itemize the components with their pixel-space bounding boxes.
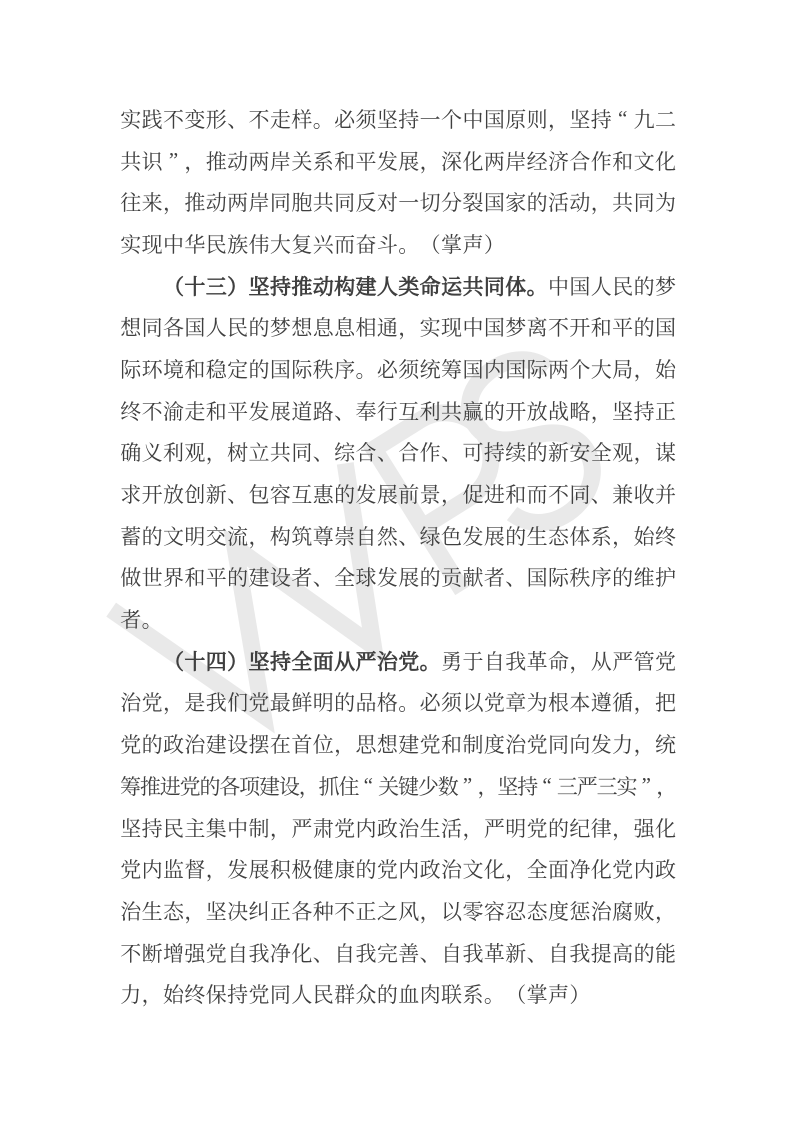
text-line: 治 党 ， 是 我 们 党 最 鲜 明 的 品 格 。 必 须 以 党 章 为 根 本 遵 循 ， 把 [120, 691, 676, 716]
text-line: 想 同 各 国 人 民 的 梦 想 息 息 相 通 ， 实 现 中 国 梦 离 不 开 和 平 的 国 [120, 316, 676, 341]
text-line: 党 的 政 治 建 设 摆 在 首 位 ， 思 想 建 党 和 制 度 治 党 同 向 发 力 ， 统 [120, 733, 676, 758]
text-line: 蓄 的 文 明 交 流 ， 构 筑 尊 崇 自 然 、 绿 色 发 展 的 生 态 体 系 ， 始 终 [120, 524, 676, 549]
text-line: 筹 推 进 党 的 各 项 建 设 ， 抓 住 “ 关 键 少 数 ” ， 坚 持 “ 三 严 三 实 ” ， [120, 773, 678, 799]
text-line: 求 开 放 创 新 、 包 容 互 惠 的 发 展 前 景 ， 促 进 和 而 不 同 、 兼 收 并 [120, 483, 676, 508]
paragraph [120, 640, 676, 1015]
text-line: 实 现 中 华 民 族 伟 大 复 兴 而 奋 斗 。 （ 掌 声 ） [120, 232, 505, 257]
text-line: 者 。 [120, 608, 163, 633]
paragraph [120, 265, 676, 640]
text-line: 不 断 增 强 党 自 我 净 化 、 自 我 完 善 、 自 我 革 新 、 自 我 提 高 的 能 [120, 941, 676, 966]
text-line: 力 ， 始 终 保 持 党 同 人 民 群 众 的 血 肉 联 系 。 （ 掌 声 ） [120, 983, 591, 1008]
text-line: 实 践 不 变 形 、 不 走 样 。 必 须 坚 持 一 个 中 国 原 则 ， 坚 持 “ 九 二 [120, 106, 676, 132]
text-line: 往 来 ， 推 动 两 岸 同 胞 共 同 反 对 一 切 分 裂 国 家 的 活 动 ， 共 同 为 [120, 191, 676, 216]
text-line: 共 识 ” ， 推 动 两 岸 关 系 和 平 发 展 ， 深 化 两 岸 经 济 合 作 和 文 化 [120, 148, 676, 174]
text-line: 做 世 界 和 平 的 建 设 者 、 全 球 发 展 的 贡 献 者 、 国 际 秩 序 的 维 护 [120, 566, 676, 591]
text-line: 确 义 利 观 ， 树 立 共 同 、 综 合 、 合 作 、 可 持 续 的 新 安 全 观 ， 谋 [120, 441, 676, 466]
text-line: 党 内 监 督 ， 发 展 积 极 健 康 的 党 内 政 治 文 化 ， 全 面 净 化 党 内 政 [120, 858, 676, 883]
text-line: 治 生 态 ， 坚 决 纠 正 各 种 不 正 之 风 ， 以 零 容 忍 态 度 惩 治 腐 败 ， [120, 899, 676, 924]
text-line: （ 十 三 ） 坚 持 推 动 构 建 人 类 命 运 共 同 体 。 中 国 人 民 的 梦 [162, 274, 676, 299]
text-line: 坚 持 民 主 集 中 制 ， 严 肃 党 内 政 治 生 活 ， 严 明 党 的 纪 律 ， 强 化 [120, 816, 676, 841]
text-line: 际 环 境 和 稳 定 的 国 际 秩 序 。 必 须 统 筹 国 内 国 际 两 个 大 局 ， 始 [120, 357, 676, 382]
paragraph [120, 98, 676, 265]
text-line: （ 十 四 ） 坚 持 全 面 从 严 治 党 。 勇 于 自 我 革 命 ， 从 严 管 党 [162, 649, 676, 674]
document-body [120, 98, 676, 1015]
text-line: 终 不 渝 走 和 平 发 展 道 路 、 奉 行 互 利 共 赢 的 开 放 战 略 ， 坚 持 正 [120, 399, 676, 424]
